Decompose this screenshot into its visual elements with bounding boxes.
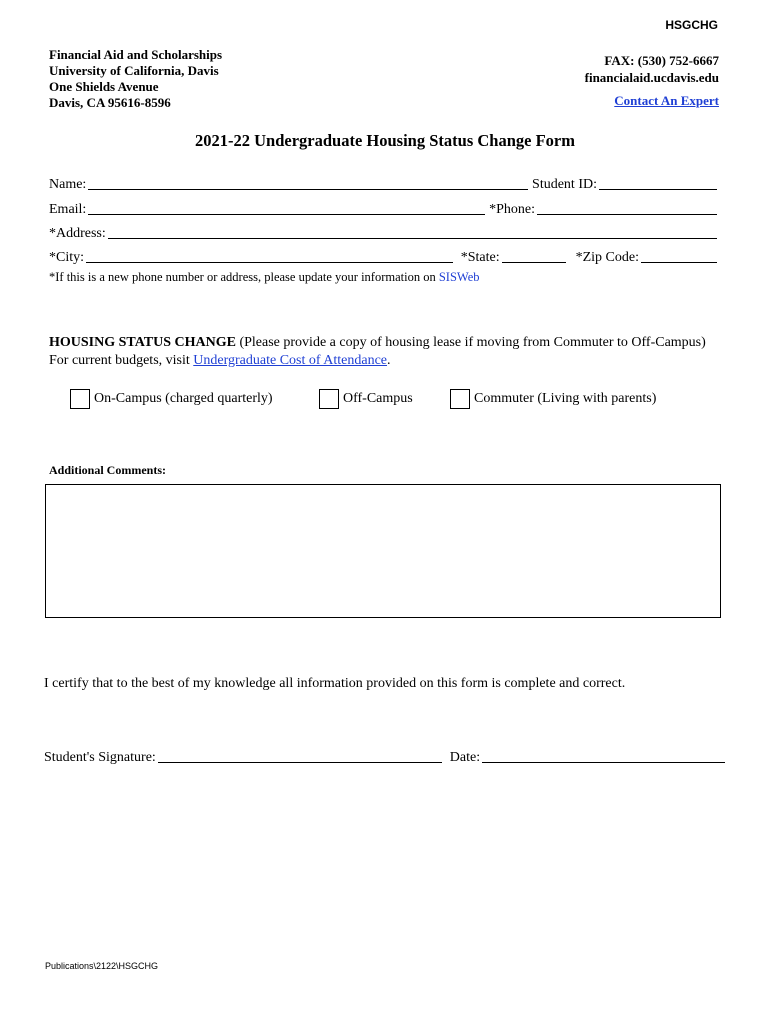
signature-row [44, 748, 725, 766]
address-row [49, 224, 717, 242]
org-line: One Shields Avenue [49, 79, 159, 94]
commuter-checkbox[interactable] [450, 389, 470, 409]
email-row [49, 200, 717, 218]
address-field[interactable] [108, 224, 717, 239]
housing-status-period: . [387, 352, 391, 368]
email-label: Email: [49, 202, 87, 217]
email-field[interactable] [88, 200, 485, 215]
date-label: Date: [449, 750, 481, 765]
name-label: Name: [49, 177, 87, 192]
additional-comments-box[interactable] [45, 484, 721, 618]
signature-field[interactable] [158, 748, 442, 763]
phone-label: *Phone: [489, 202, 535, 217]
fax-number: FAX: (530) 752-6667 [604, 53, 719, 68]
cost-of-attendance-link[interactable]: Undergraduate Cost of Attendance [193, 352, 388, 368]
city-label: *City: [49, 250, 85, 265]
signature-label: Student's Signature: [44, 750, 156, 765]
contact-info [585, 53, 719, 115]
housing-status-heading: HOUSING STATUS CHANGE [49, 335, 236, 350]
off-campus-label: Off-Campus [343, 391, 413, 406]
additional-comments-label: Additional Comments: [49, 463, 167, 477]
org-line: Financial Aid and Scholarships [49, 47, 223, 62]
address-label: *Address: [49, 226, 106, 241]
form-title: 2021-22 Undergraduate Housing Status Change Form [195, 131, 575, 150]
contact-expert-link[interactable]: Contact An Expert [614, 93, 719, 108]
housing-status-text: (Please provide a copy of housing lease if moving from Commuter to Off-Campus) For current budgets, visit [49, 335, 706, 368]
organization-address [49, 47, 222, 111]
certification-statement: I certify that to the best of my knowledge all information provided on this form is complete and correct. [44, 676, 626, 691]
zip-label: *Zip Code: [575, 250, 639, 265]
housing-status-section [49, 334, 719, 369]
date-field[interactable] [482, 748, 725, 763]
city-field[interactable] [86, 248, 453, 263]
form-code: HSGCHG [665, 18, 718, 32]
update-note-text: *If this is a new phone number or address, please update your information on [49, 270, 436, 284]
option-commuter [450, 389, 656, 409]
sisweb-link[interactable]: SISWeb [438, 270, 480, 284]
on-campus-checkbox[interactable] [70, 389, 90, 409]
name-field[interactable] [88, 175, 528, 190]
phone-field[interactable] [537, 200, 717, 215]
state-field[interactable] [502, 248, 566, 263]
student-id-field[interactable] [599, 175, 717, 190]
zip-field[interactable] [641, 248, 717, 263]
off-campus-checkbox[interactable] [319, 389, 339, 409]
option-off-campus [319, 389, 413, 409]
org-line: Davis, CA 95616-8596 [49, 95, 171, 110]
on-campus-label: On-Campus (charged quarterly) [94, 391, 273, 406]
org-line: University of California, Davis [49, 63, 219, 78]
website: financialaid.ucdavis.edu [584, 70, 719, 85]
state-label: *State: [460, 250, 500, 265]
footer-path: Publications\2122\HSGCHG [45, 961, 159, 971]
option-on-campus [70, 389, 273, 409]
student-id-label: Student ID: [532, 177, 597, 192]
city-row [49, 248, 717, 266]
name-row [49, 175, 717, 193]
update-note [49, 270, 480, 285]
commuter-label: Commuter (Living with parents) [474, 391, 657, 406]
